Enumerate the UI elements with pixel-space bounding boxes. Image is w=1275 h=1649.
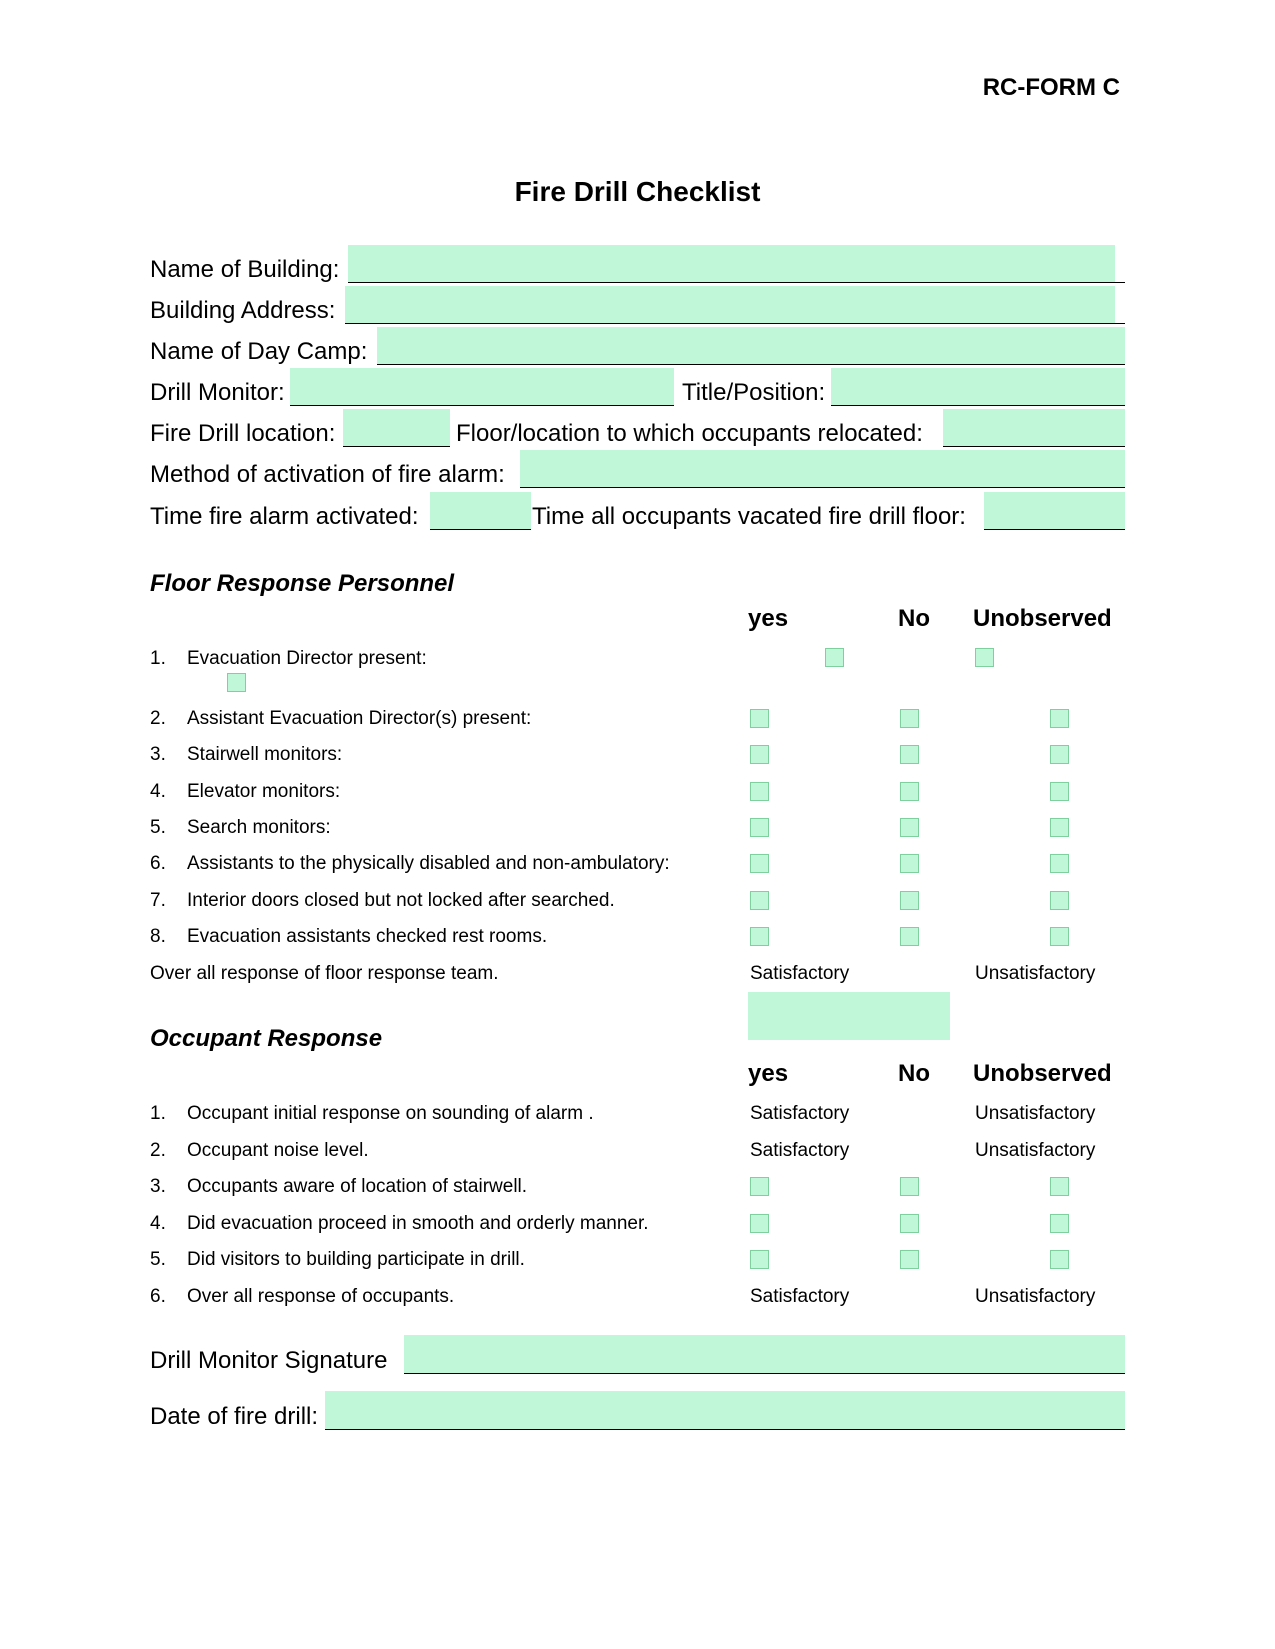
drill-monitor-field[interactable] <box>290 368 674 406</box>
floor-item-3-label: Stairwell monitors: <box>187 744 343 765</box>
occupant-item-3-label: Occupants aware of location of stairwell. <box>187 1176 528 1197</box>
floor-item-5-label: Search monitors: <box>187 817 331 838</box>
occupant-item-5-label: Did visitors to building participate in drill. <box>187 1249 525 1270</box>
occupant-item-1-unsatisfactory[interactable]: Unsatisfactory <box>975 1103 1096 1124</box>
building-address-label: Building Address: <box>150 297 336 324</box>
floor-item-7-unobserved-checkbox[interactable] <box>1050 891 1069 910</box>
title-position-underline <box>831 405 1125 406</box>
floor-response-heading: Floor Response Personnel <box>150 570 455 597</box>
building-address-field[interactable] <box>345 286 1115 324</box>
occupant-item-1-satisfactory[interactable]: Satisfactory <box>750 1103 850 1124</box>
floor-item-4-yes-checkbox[interactable] <box>750 782 769 801</box>
floor-overall-satisfactory[interactable]: Satisfactory <box>750 963 850 984</box>
time-vacated-field[interactable] <box>984 492 1125 530</box>
time-activated-underline <box>430 529 531 530</box>
occupant-item-5-num: 5. <box>150 1249 166 1270</box>
floor-item-6-unobserved-checkbox[interactable] <box>1050 854 1069 873</box>
floor-col-unobserved: Unobserved <box>973 605 1112 632</box>
floor-item-8-label: Evacuation assistants checked rest rooms. <box>187 926 548 947</box>
floor-item-1-no-checkbox[interactable] <box>825 648 844 667</box>
relocated-to-field[interactable] <box>943 409 1125 447</box>
floor-item-6-num: 6. <box>150 853 166 874</box>
occupant-item-5-yes-checkbox[interactable] <box>750 1250 769 1269</box>
occupant-item-2-satisfactory[interactable]: Satisfactory <box>750 1140 850 1161</box>
occupant-item-4-unobserved-checkbox[interactable] <box>1050 1214 1069 1233</box>
floor-item-2-no-checkbox[interactable] <box>900 709 919 728</box>
floor-item-7-no-checkbox[interactable] <box>900 891 919 910</box>
occupant-item-5-unobserved-checkbox[interactable] <box>1050 1250 1069 1269</box>
drill-monitor-underline <box>290 405 674 406</box>
floor-item-1-num: 1. <box>150 648 166 669</box>
title-position-label: Title/Position: <box>682 379 826 406</box>
occupant-item-2-label: Occupant noise level. <box>187 1140 369 1161</box>
occupant-item-2-unsatisfactory[interactable]: Unsatisfactory <box>975 1140 1096 1161</box>
monitor-signature-label: Drill Monitor Signature <box>150 1347 388 1374</box>
floor-item-4-no-checkbox[interactable] <box>900 782 919 801</box>
occupant-item-4-label: Did evacuation proceed in smooth and orderly manner. <box>187 1213 649 1234</box>
day-camp-label: Name of Day Camp: <box>150 338 368 365</box>
occupant-item-3-no-checkbox[interactable] <box>900 1177 919 1196</box>
drill-monitor-label: Drill Monitor: <box>150 379 285 406</box>
occupant-col-unobserved: Unobserved <box>973 1060 1112 1087</box>
floor-item-6-label: Assistants to the physically disabled and non-ambulatory: <box>187 853 670 874</box>
floor-item-2-label: Assistant Evacuation Director(s) present: <box>187 708 532 729</box>
monitor-signature-underline <box>404 1373 1125 1374</box>
floor-item-8-unobserved-checkbox[interactable] <box>1050 927 1069 946</box>
occupant-item-1-num: 1. <box>150 1103 166 1124</box>
time-vacated-underline <box>984 529 1125 530</box>
day-camp-field[interactable] <box>377 327 1125 365</box>
floor-item-3-unobserved-checkbox[interactable] <box>1050 745 1069 764</box>
floor-item-3-yes-checkbox[interactable] <box>750 745 769 764</box>
occupant-item-3-unobserved-checkbox[interactable] <box>1050 1177 1069 1196</box>
title-position-field[interactable] <box>831 368 1125 406</box>
occupant-item-5-no-checkbox[interactable] <box>900 1250 919 1269</box>
time-vacated-label: Time all occupants vacated fire drill floor: <box>532 503 966 530</box>
floor-overall-label: Over all response of floor response team. <box>150 963 499 984</box>
drill-date-field[interactable] <box>325 1391 1125 1430</box>
building-name-underline <box>348 282 1125 283</box>
floor-item-7-label: Interior doors closed but not locked after searched. <box>187 890 615 911</box>
occupant-item-3-num: 3. <box>150 1176 166 1197</box>
floor-item-3-no-checkbox[interactable] <box>900 745 919 764</box>
occupant-col-no: No <box>898 1060 930 1087</box>
floor-col-yes: yes <box>748 605 789 632</box>
occupant-item-4-num: 4. <box>150 1213 166 1234</box>
floor-item-3-num: 3. <box>150 744 166 765</box>
floor-item-4-unobserved-checkbox[interactable] <box>1050 782 1069 801</box>
floor-item-6-no-checkbox[interactable] <box>900 854 919 873</box>
occupant-item-4-no-checkbox[interactable] <box>900 1214 919 1233</box>
floor-item-8-no-checkbox[interactable] <box>900 927 919 946</box>
drill-location-underline <box>343 446 450 447</box>
drill-location-field[interactable] <box>343 409 450 447</box>
floor-item-1-label: Evacuation Director present: <box>187 648 427 669</box>
day-camp-underline <box>377 364 1125 365</box>
floor-item-6-yes-checkbox[interactable] <box>750 854 769 873</box>
occupant-item-1-label: Occupant initial response on sounding of alarm . <box>187 1103 594 1124</box>
activation-method-underline <box>520 487 1125 488</box>
time-activated-label: Time fire alarm activated: <box>150 503 419 530</box>
floor-item-2-num: 2. <box>150 708 166 729</box>
floor-item-1-yes-checkbox[interactable] <box>227 673 246 692</box>
floor-item-7-num: 7. <box>150 890 166 911</box>
drill-location-label: Fire Drill location: <box>150 420 336 447</box>
occupant-item-6-num: 6. <box>150 1286 166 1307</box>
floor-overall-rating-field[interactable] <box>748 992 950 1040</box>
floor-item-2-yes-checkbox[interactable] <box>750 709 769 728</box>
floor-overall-unsatisfactory[interactable]: Unsatisfactory <box>975 963 1096 984</box>
building-name-label: Name of Building: <box>150 256 340 283</box>
occupant-response-heading: Occupant Response <box>150 1025 383 1052</box>
monitor-signature-field[interactable] <box>404 1335 1125 1374</box>
floor-col-no: No <box>898 605 930 632</box>
occupant-col-yes: yes <box>748 1060 789 1087</box>
building-address-underline <box>345 323 1125 324</box>
relocated-to-label: Floor/location to which occupants relocated: <box>456 420 923 447</box>
form-id: RC-FORM C <box>982 74 1120 101</box>
activation-method-label: Method of activation of fire alarm: <box>150 461 505 488</box>
floor-item-5-no-checkbox[interactable] <box>900 818 919 837</box>
floor-item-5-num: 5. <box>150 817 166 838</box>
drill-date-underline <box>325 1429 1125 1430</box>
floor-item-2-unobserved-checkbox[interactable] <box>1050 709 1069 728</box>
floor-item-5-yes-checkbox[interactable] <box>750 818 769 837</box>
occupant-item-6-label: Over all response of occupants. <box>187 1286 455 1307</box>
floor-item-4-label: Elevator monitors: <box>187 781 341 802</box>
floor-item-8-yes-checkbox[interactable] <box>750 927 769 946</box>
activation-method-field[interactable] <box>520 450 1125 488</box>
page-title: Fire Drill Checklist <box>514 176 761 207</box>
floor-item-4-num: 4. <box>150 781 166 802</box>
floor-item-1-unobserved-checkbox[interactable] <box>975 648 994 667</box>
occupant-item-3-yes-checkbox[interactable] <box>750 1177 769 1196</box>
floor-item-5-unobserved-checkbox[interactable] <box>1050 818 1069 837</box>
drill-date-label: Date of fire drill: <box>150 1403 319 1430</box>
floor-item-8-num: 8. <box>150 926 166 947</box>
occupant-item-4-yes-checkbox[interactable] <box>750 1214 769 1233</box>
occupant-item-2-num: 2. <box>150 1140 166 1161</box>
floor-item-7-yes-checkbox[interactable] <box>750 891 769 910</box>
building-name-field[interactable] <box>348 245 1115 283</box>
relocated-to-underline <box>943 446 1125 447</box>
occupant-item-6-satisfactory[interactable]: Satisfactory <box>750 1286 850 1307</box>
occupant-item-6-unsatisfactory[interactable]: Unsatisfactory <box>975 1286 1096 1307</box>
time-activated-field[interactable] <box>430 492 531 530</box>
